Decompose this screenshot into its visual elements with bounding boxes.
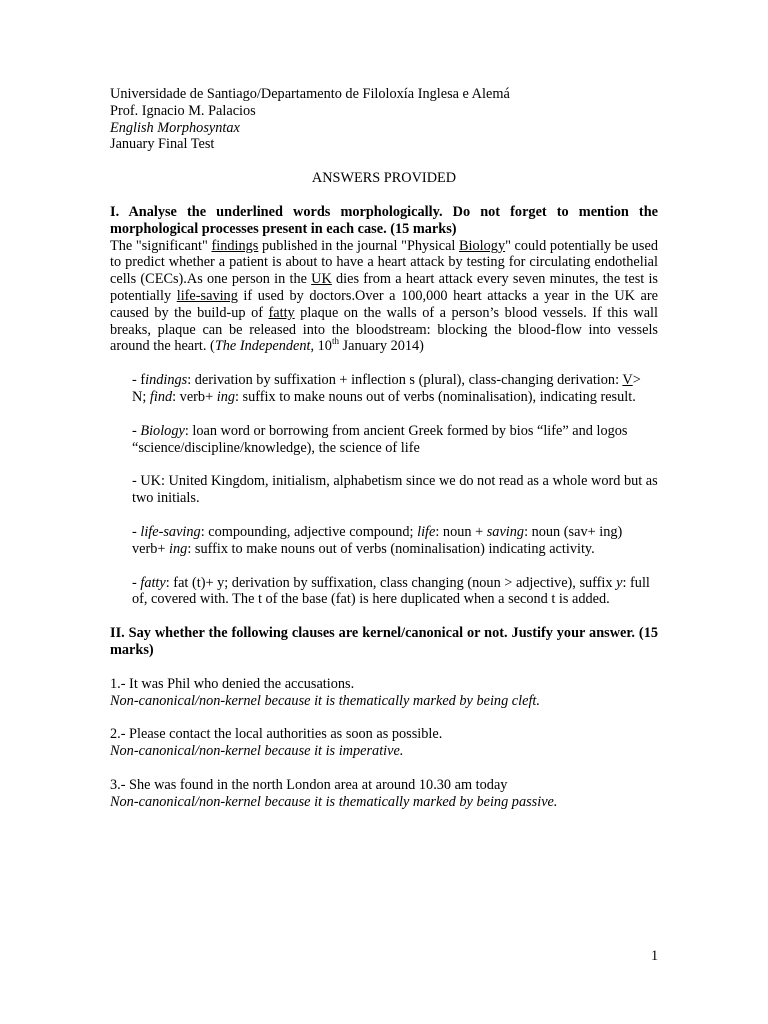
answer-text: > N; [132, 372, 641, 405]
clause-answer: Non-canonical/non-kernel because it is thematically marked by being passive. [110, 793, 558, 810]
answer-life-saving [132, 524, 658, 558]
passage-text: " could potentially be used to predict whether a patient is about to have a heart attack by testing for circulating endothelial cells (CECs).As one person in the [110, 237, 658, 288]
clause-answer: Non-canonical/non-kernel because it is imperative. [110, 743, 404, 760]
answer-italic: saving [486, 523, 525, 540]
clause-text: 1.- It was Phil who denied the accusations. [110, 675, 355, 692]
answer-fatty [132, 575, 658, 609]
passage-text: dies from a heart attack every seven minutes, the test is potentially [110, 271, 658, 304]
course-line: English Morphosyntax [110, 119, 240, 136]
passage-text: The "significant" [110, 237, 212, 254]
underlined-word-fatty: fatty [268, 304, 295, 321]
clause-answer: Non-canonical/non-kernel because it is thematically marked by being cleft. [110, 692, 540, 709]
answer-text: : full of, covered with. The t of the base (fat) is here duplicated when a second t is added. [132, 574, 650, 608]
answer-italic: ing [216, 388, 235, 405]
page-title: ANSWERS PROVIDED [311, 170, 457, 187]
answer-text: : compounding, adjective compound; [200, 523, 418, 540]
document-page [110, 86, 658, 811]
answer-text: : suffix to make nouns out of verbs (nominalisation) indicating activity. [187, 540, 595, 557]
answer-dash: - [132, 422, 141, 439]
professor-line: Prof. Ignacio M. Palacios [110, 102, 256, 119]
answer-text: : noun (sav+ ing) verb+ [132, 523, 623, 557]
answer-dash: - f [132, 372, 146, 389]
answer-term: Biology [140, 422, 185, 439]
passage-text: January 2014) [338, 338, 424, 355]
section-2 [110, 625, 658, 810]
answer-underlined: V [622, 372, 633, 389]
date-superscript: th [331, 336, 339, 347]
answer-text: : fat (t)+ y; derivation by suffixation, class changing (noun > adjective), suffix [165, 574, 617, 591]
answer-text: : loan word or borrowing from ancient Greek formed by bios “life” and logos “science/discipline/knowledge), the science of life [132, 422, 628, 456]
clause-text: 2.- Please contact the local authorities as soon as possible. [110, 726, 443, 743]
section-1-passage [110, 238, 658, 356]
answer-uk: - UK: United Kingdom, initialism, alphabetism since we do not read as a whole word but as two initials. [132, 473, 658, 507]
page-number: 1 [651, 948, 659, 964]
clause-item [110, 726, 658, 760]
answer-term: life-saving [140, 523, 201, 540]
answer-term: indings [145, 372, 188, 389]
passage-text: plaque on the walls of a person’s blood vessels. If this wall breaks, plaque can be released into the bloodstream: blocking the blood-flow into vessels around the heart. ( [110, 304, 658, 355]
answer-dash: - [132, 574, 141, 591]
passage-text: published in the journal "Physical [258, 237, 460, 254]
clause-text: 3.- She was found in the north London area at around 10.30 am today [110, 776, 508, 793]
passage-text: if used by doctors.Over a 100,000 heart attacks a year in the UK are caused by the build-up of [110, 287, 658, 321]
underlined-word-biology: Biology [459, 237, 506, 254]
section-2-heading: II. Say whether the following clauses are kernel/canonical or not. Justify your answer. (15 marks) [110, 625, 658, 658]
passage-source: The Independent [214, 338, 311, 355]
underlined-word-uk: UK [311, 271, 332, 288]
answer-italic: life [417, 523, 436, 540]
answer-dash: - [132, 523, 141, 540]
document-header [110, 86, 658, 153]
answer-findings [132, 372, 658, 406]
answer-text: : verb+ [172, 388, 217, 405]
passage-text: , 10 [310, 338, 332, 355]
answer-text: : suffix to make nouns out of verbs (nominalisation), indicating result. [235, 388, 636, 405]
institution-line: Universidade de Santiago/Departamento de Filoloxía Inglesa e Alemá [110, 86, 510, 102]
answer-italic: ing [169, 540, 188, 557]
section-1-heading: I. Analyse the underlined words morphologically. Do not forget to mention the morphological processes present in each case. (15 marks) [110, 203, 658, 237]
answer-italic: y [616, 574, 623, 591]
underlined-word-findings: findings [211, 237, 259, 254]
answer-text: : derivation by suffixation + inflection s (plural), class-changing derivation: [187, 372, 623, 389]
exam-line: January Final Test [110, 136, 215, 153]
answer-text: : noun + [435, 523, 487, 540]
clause-item [110, 676, 658, 710]
section-1 [110, 204, 658, 608]
clause-item [110, 777, 658, 811]
answer-italic: find [149, 388, 173, 405]
answer-biology [132, 423, 658, 457]
answer-term: fatty [140, 574, 166, 591]
underlined-word-life-saving: life-saving [176, 287, 238, 304]
